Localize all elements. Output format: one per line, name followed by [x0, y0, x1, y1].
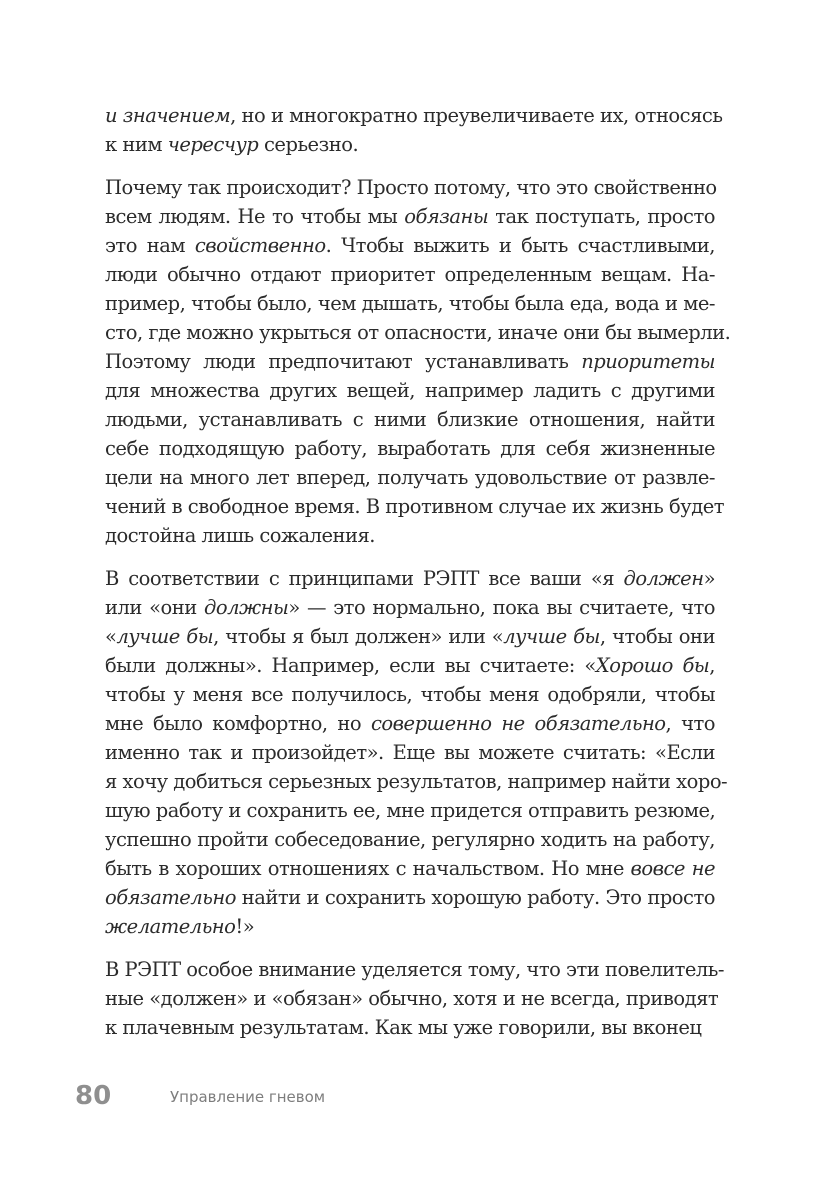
- text-line: [105, 463, 715, 492]
- text-run: мне было комфортно, но: [105, 712, 372, 735]
- text-run: найти и сохранить хорошую работу. Это просто: [235, 886, 715, 909]
- text-run: , но и многократно преувеличиваете их, относясь: [230, 104, 723, 127]
- italic-text: свойственно: [194, 234, 326, 257]
- italic-text: желательно: [105, 915, 236, 938]
- text-line: [105, 955, 725, 984]
- text-line: [105, 173, 715, 202]
- italic-text: лучше бы: [503, 625, 600, 648]
- text-run: , что: [665, 712, 715, 735]
- text-line: [105, 738, 715, 767]
- text-line: [105, 1013, 715, 1042]
- text-line: [105, 883, 715, 912]
- text-run: сто, где можно укрыться от опасности, иначе они бы вымерли.: [105, 321, 731, 344]
- text-run: пример, чтобы было, чем дышать, чтобы была еда, вода и ме-: [105, 292, 715, 315]
- text-run: »: [703, 567, 715, 590]
- text-line: [105, 912, 715, 941]
- italic-text: обязательно: [105, 886, 236, 909]
- text-line: [105, 405, 715, 434]
- paragraph: [105, 173, 731, 550]
- text-run: были должны». Например, если вы считаете: «: [105, 654, 596, 677]
- text-line: [105, 231, 715, 260]
- text-line: [105, 622, 715, 651]
- text-run: В РЭПТ особое внимание уделяется тому, что эти повелитель-: [105, 958, 725, 981]
- italic-text: должен: [623, 567, 704, 590]
- text-run: «: [105, 625, 117, 648]
- text-run: , чтобы я был должен» или «: [213, 625, 504, 648]
- text-run: цели на много лет вперед, получать удовольствие от развле-: [105, 466, 715, 489]
- text-run: успешно пройти собеседование, регулярно ходить на работу,: [105, 828, 715, 851]
- text-line: [105, 564, 715, 593]
- text-line: [105, 260, 715, 289]
- italic-text: должны: [203, 596, 289, 619]
- text-run: так поступать, просто: [488, 205, 715, 228]
- text-run: для множества других вещей, например ладить с другими: [105, 379, 715, 402]
- text-line: [105, 492, 725, 521]
- italic-text: вовсе не: [630, 857, 715, 880]
- text-run: я хочу добиться серьезных результатов, например найти хоро-: [105, 770, 728, 793]
- text-run: ные «должен» и «обязан» обычно, хотя и не всегда, приводят: [105, 987, 719, 1010]
- text-run: шую работу и сохранить ее, мне придется отправить резюме,: [105, 799, 716, 822]
- text-run: именно так и произойдет». Еще вы можете считать: «Если: [105, 741, 715, 764]
- paragraph: [105, 564, 728, 941]
- text-run: к плачевным результатам. Как мы уже говорили, вы вконец: [105, 1016, 702, 1039]
- text-line: [105, 101, 723, 130]
- text-run: людьми, устанавливать с ними близкие отношения, найти: [105, 408, 715, 431]
- text-line: [105, 825, 715, 854]
- text-run: Почему так происходит? Просто потому, что это свойственно: [105, 176, 717, 199]
- text-run: всем людям. Не то чтобы мы: [105, 205, 405, 228]
- paragraph: [105, 955, 725, 1042]
- text-run: !»: [235, 915, 255, 938]
- text-run: В соответствии с принципами РЭПТ все ваши «я: [105, 567, 624, 590]
- text-run: достойна лишь сожаления.: [105, 524, 375, 547]
- italic-text: и значением: [105, 104, 231, 127]
- text-line: [105, 434, 715, 463]
- italic-text: совершенно не обязательно: [371, 712, 666, 735]
- text-run: » — это нормально, пока вы считаете, что: [288, 596, 715, 619]
- italic-text: Хорошо бы: [595, 654, 710, 677]
- text-run: , чтобы они: [599, 625, 716, 648]
- text-line: [105, 709, 715, 738]
- text-run: быть в хороших отношениях с начальством. Но мне: [105, 857, 631, 880]
- page-footer: [75, 1080, 475, 1120]
- text-line: [105, 202, 715, 231]
- text-line: [105, 318, 731, 347]
- text-run: чтобы у меня все получилось, чтобы меня одобряли, чтобы: [105, 683, 715, 706]
- text-line: [105, 767, 728, 796]
- text-run: или «они: [105, 596, 204, 619]
- italic-text: приоритеты: [581, 350, 715, 373]
- italic-text: обязаны: [404, 205, 489, 228]
- text-run: ,: [709, 654, 715, 677]
- italic-text: чересчур: [167, 133, 259, 156]
- text-line: [105, 593, 715, 622]
- text-line: [105, 347, 715, 376]
- text-line: [105, 796, 715, 825]
- text-line: [105, 289, 715, 318]
- text-line: [105, 130, 715, 159]
- text-run: серьезно.: [258, 133, 359, 156]
- text-line: [105, 984, 719, 1013]
- text-run: Поэтому люди предпочитают устанавливать: [105, 350, 582, 373]
- page-number: 80: [75, 1081, 112, 1111]
- running-title: Управление гневом: [170, 1088, 326, 1106]
- text-run: . Чтобы выжить и быть счастливыми,: [325, 234, 715, 257]
- text-run: люди обычно отдают приоритет определенным вещам. На-: [105, 263, 715, 286]
- text-run: себе подходящую работу, выработать для себя жизненные: [105, 437, 715, 460]
- text-line: [105, 651, 715, 680]
- italic-text: лучше бы: [116, 625, 214, 648]
- text-run: чений в свободное время. В противном случае их жизнь будет: [105, 495, 725, 518]
- text-line: [105, 680, 715, 709]
- text-line: [105, 521, 715, 550]
- paragraph: [105, 101, 723, 159]
- text-line: [105, 376, 715, 405]
- text-run: к ним: [105, 133, 168, 156]
- body-text: [105, 101, 731, 1042]
- text-line: [105, 854, 715, 883]
- text-run: это нам: [105, 234, 195, 257]
